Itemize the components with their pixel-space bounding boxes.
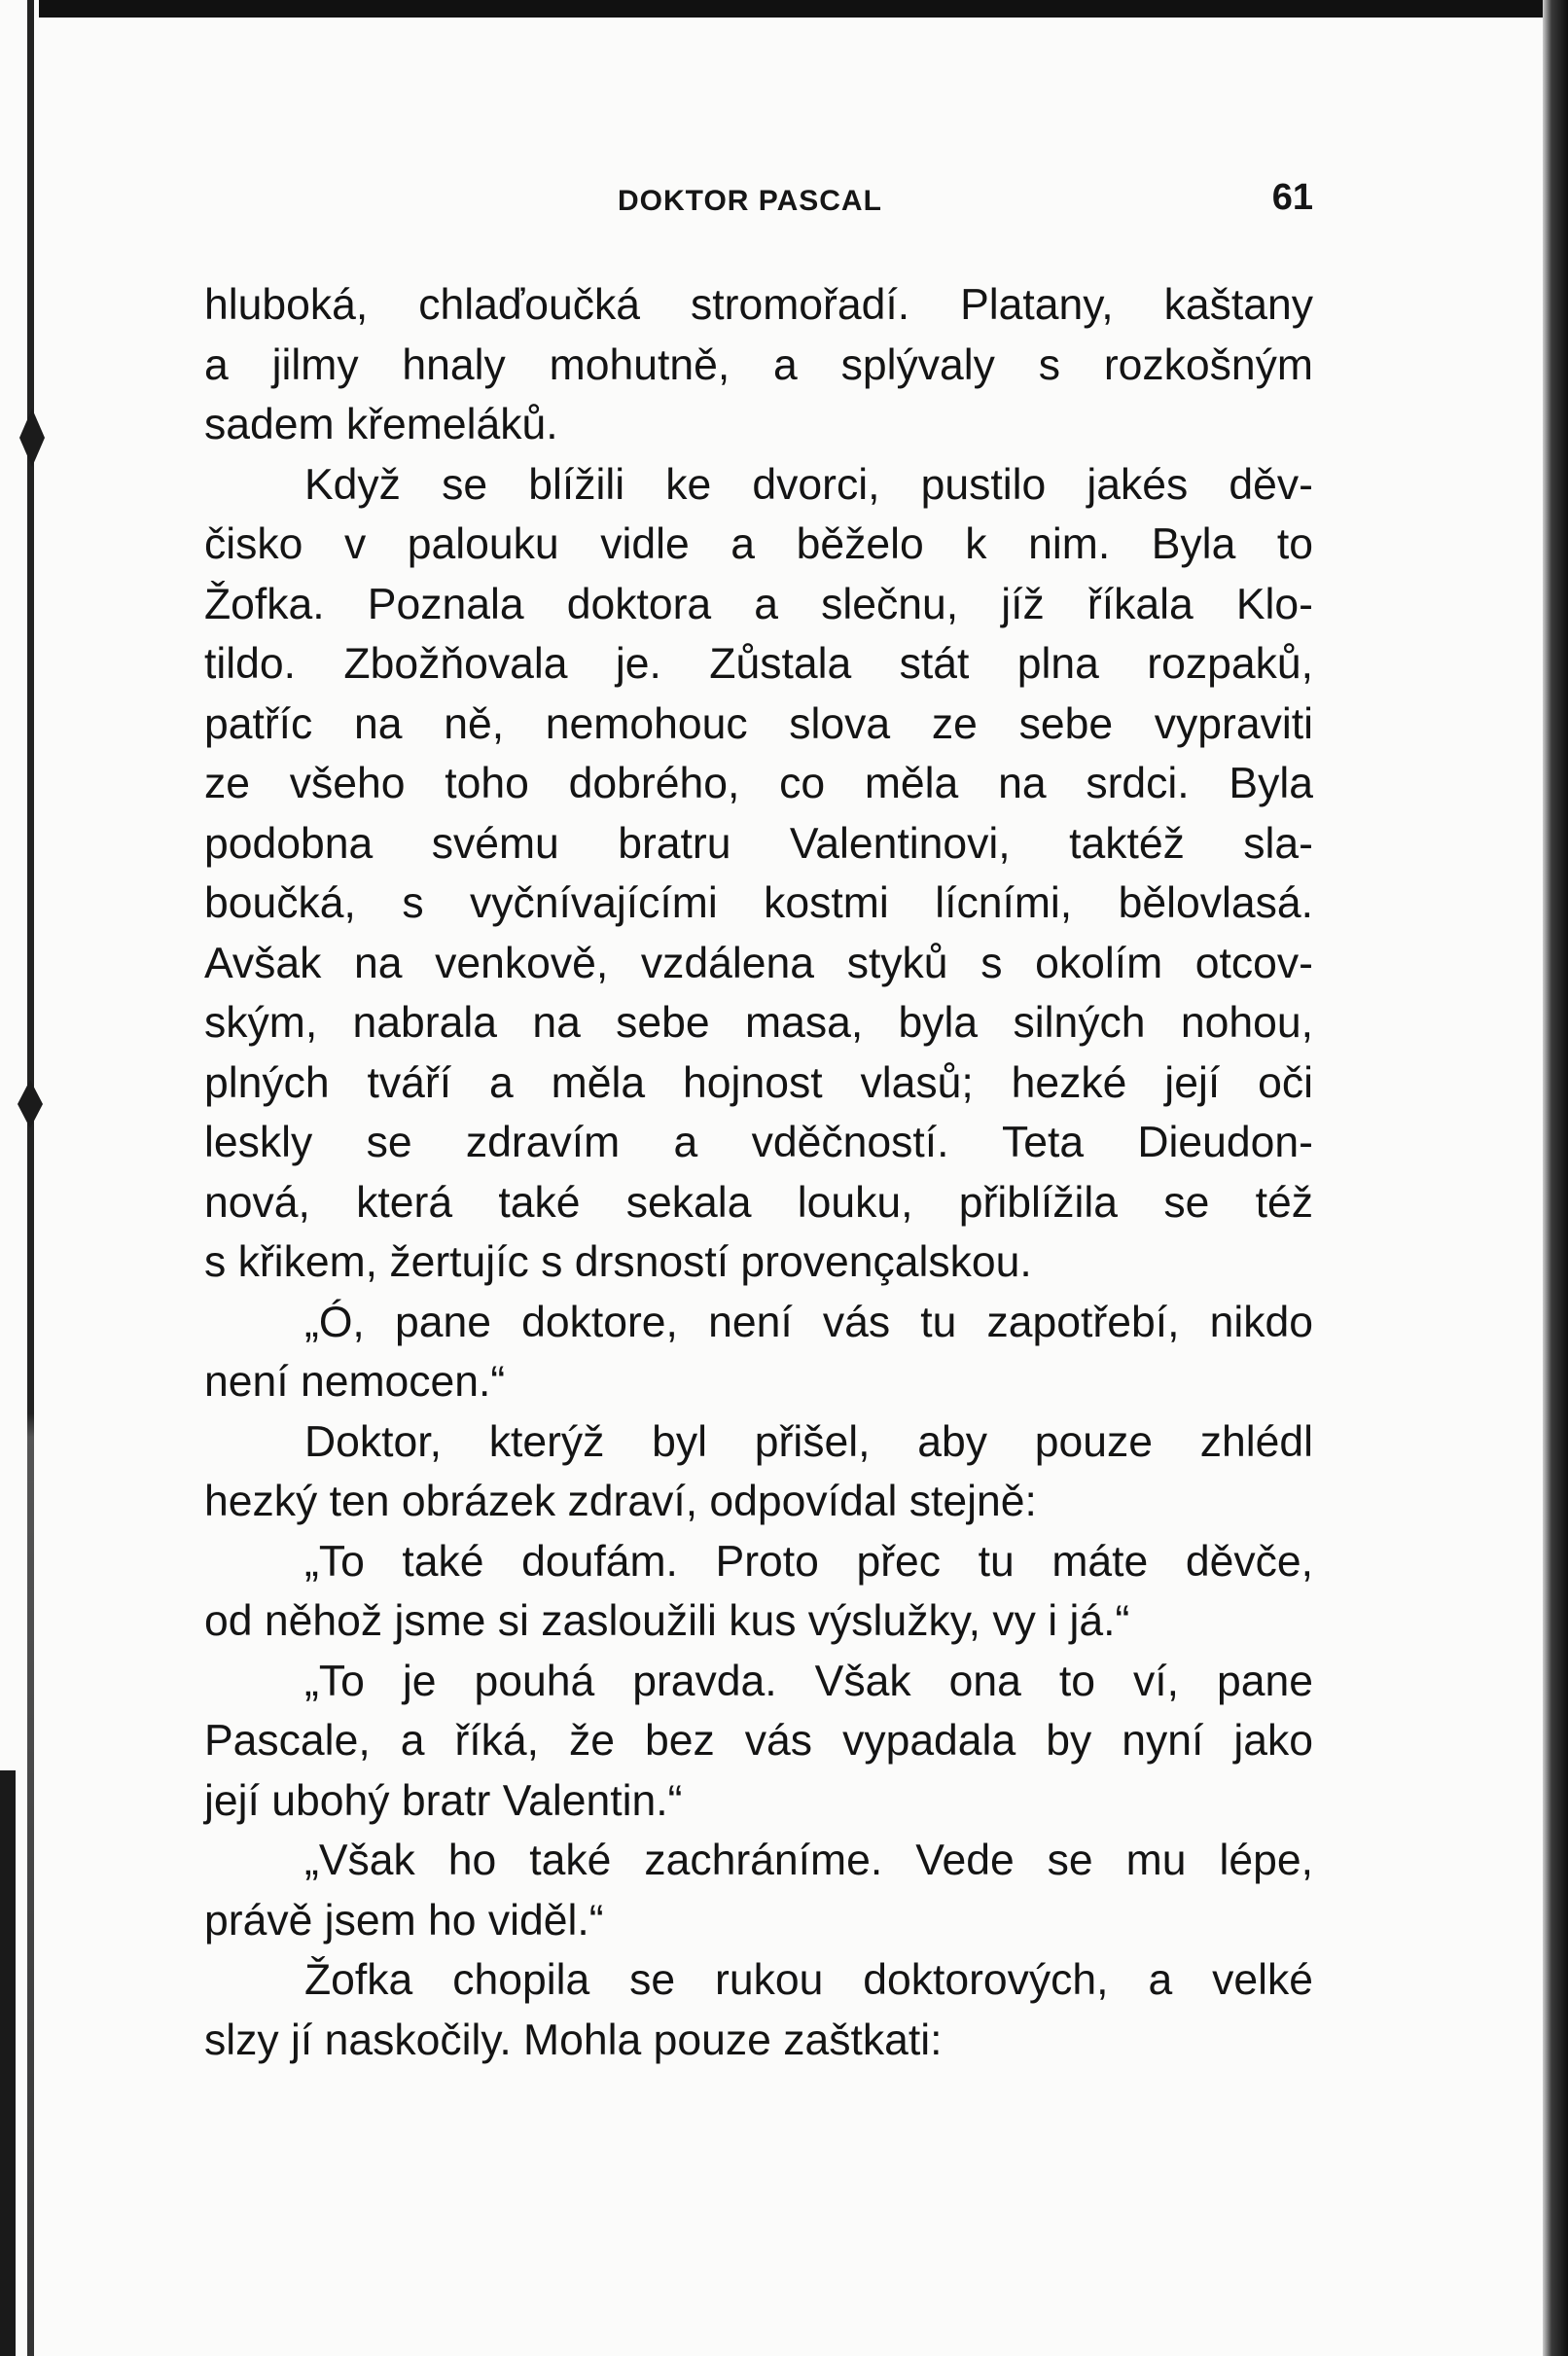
text-line: právě jsem ho viděl.“ (204, 1896, 604, 1945)
text-line: hluboká, chlaďoučká stromořadí. Platany, kaštany (204, 281, 1313, 329)
text-line: boučká, s vyčnívajícími kostmi lícními, bělovlasá. (204, 879, 1313, 927)
binding-marker-icon (18, 409, 47, 467)
page-number: 61 (1271, 177, 1313, 218)
text-line: hezký ten obrázek zdraví, odpovídal stejně: (204, 1478, 1037, 1525)
scan-left-dark-edge (0, 1770, 16, 2356)
text-line: Pascale, a říká, že bez vás vypadala by nyní jako (204, 1717, 1313, 1765)
text-line: její ubohý bratr Valentin.“ (204, 1776, 683, 1825)
running-title: DOKTOR PASCAL (618, 185, 882, 217)
text-line: „Ó, pane doktore, není vás tu zapotřebí, nikdo (304, 1298, 1313, 1346)
text-line: s křikem, žertujíc s drsností provençalskou. (204, 1238, 1032, 1286)
text-line: od něhož jsme si zasloužili kus výslužky, vy i já.“ (204, 1597, 1130, 1645)
text-line: Avšak na venkově, vzdálena styků s okolím otcov- (204, 939, 1313, 987)
text-line: ze všeho toho dobrého, co měla na srdci. Byla (204, 760, 1313, 807)
text-line: leskly se zdravím a vděčností. Teta Dieudon- (204, 1119, 1313, 1166)
text-line: Když se blížili ke dvorci, pustilo jakés děv- (304, 460, 1313, 509)
text-line: sadem křemeláků. (204, 401, 558, 448)
text-line: Žofka. Poznala doktora a slečnu, jíž říkala Klo- (204, 580, 1313, 628)
text-line: není nemocen.“ (204, 1358, 506, 1406)
text-line: „To také doufám. Proto přec tu máte děvče, (304, 1537, 1313, 1586)
scan-left-binding-line (27, 0, 34, 2356)
text-line: Doktor, kterýž byl přišel, aby pouze zhlédl (304, 1417, 1313, 1466)
text-line: „To je pouhá pravda. Však ona to ví, pane (304, 1657, 1313, 1705)
text-line: a jilmy hnaly mohutně, a splývaly s rozkošným (204, 340, 1313, 389)
text-line: ským, nabrala na sebe masa, byla silných nohou, (204, 999, 1313, 1047)
scan-right-edge (1543, 0, 1568, 2356)
page-header (204, 177, 1313, 224)
scan-top-edge (0, 0, 1568, 18)
text-line: patříc na ně, nemohouc slova ze sebe vypraviti (204, 699, 1313, 748)
text-line: čisko v palouku vidle a běželo k nim. Byla to (204, 520, 1313, 568)
text-line: tildo. Zbožňovala je. Zůstala stát plna rozpaků, (204, 640, 1313, 688)
text-line: slzy jí naskočily. Mohla pouze zaštkati: (204, 2016, 943, 2064)
text-line: nová, která také sekala louku, přiblížila se též (204, 1178, 1313, 1227)
text-line: podobna svému bratru Valentinovi, taktéž sla- (204, 819, 1313, 868)
text-line: „Však ho také zachráníme. Vede se mu lépe, (304, 1837, 1313, 1884)
binding-marker-icon (16, 1080, 45, 1128)
text-line: plných tváří a měla hojnost vlasů; hezké její oči (204, 1058, 1313, 1107)
body-text (204, 275, 1313, 2070)
text-line: Žofka chopila se rukou doktorových, a velké (304, 1956, 1313, 2004)
